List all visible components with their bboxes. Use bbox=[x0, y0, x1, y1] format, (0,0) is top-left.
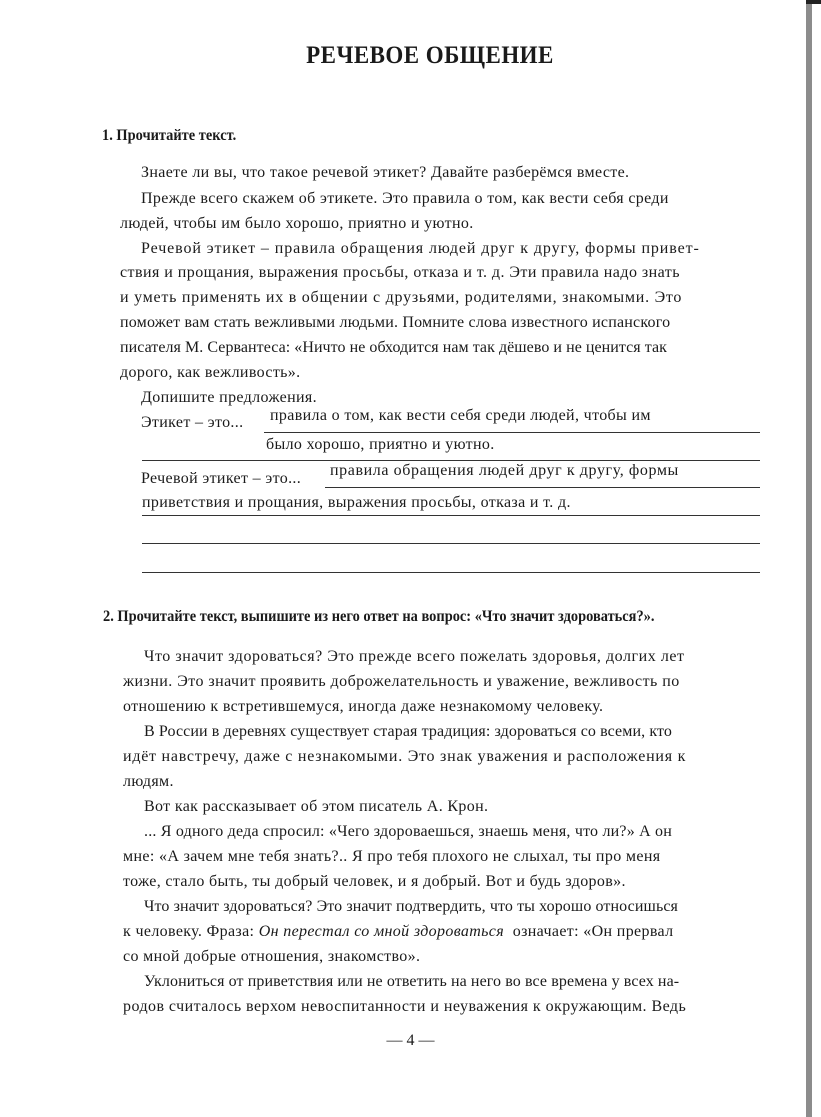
task-1-line: поможет вам стать вежливыми людьми. Помните слова известного испанского bbox=[120, 314, 671, 331]
task-1-line: и уметь применять их в общении с друзьями, родителями, знакомыми. Это bbox=[120, 289, 683, 306]
task-2-line: идёт навстречу, даже с незнакомыми. Это знак уважения и расположения к bbox=[123, 748, 687, 765]
phrase-after: означает: «Он прервал bbox=[512, 923, 674, 940]
answer-rule-empty[interactable] bbox=[142, 543, 760, 544]
task-2-line: ... Я одного деда спросил: «Чего здороваешься, знаешь меня, что ли?» А он bbox=[144, 823, 673, 840]
task-1-line: людей, чтобы им было хорошо, приятно и уютно. bbox=[120, 215, 474, 232]
task-2-line: Что значит здороваться? Это прежде всего пожелать здоровья, долгих лет bbox=[144, 648, 685, 665]
task-2-line: родов считалось верхом невоспитанности и неуважения к окружающим. Ведь bbox=[123, 998, 687, 1015]
answer-rule bbox=[142, 460, 760, 461]
etiquette-answer-line-1[interactable]: правила о том, как вести себя среди людей, чтобы им bbox=[270, 407, 651, 424]
task-2-line: мне: «А зачем мне тебя знать?.. Я про тебя плохого не слыхал, ты про меня bbox=[123, 848, 661, 865]
task-1-line: ствия и прощания, выражения просьбы, отказа и т. д. Эти правила надо знать bbox=[120, 264, 680, 281]
etiquette-label: Этикет – это... bbox=[141, 414, 244, 431]
task-1-line: Допишите предложения. bbox=[141, 389, 317, 406]
task-2-line: тоже, стало быть, ты добрый человек, и я добрый. Вот и будь здоров». bbox=[123, 873, 626, 890]
task-2-line: отношению к встретившемуся, иногда даже незнакомому человеку. bbox=[123, 698, 604, 715]
speech-etiquette-label: Речевой этикет – это... bbox=[141, 470, 302, 487]
line-text: Прежде всего скажем об этикете. Это правила о том, как вести себя среди bbox=[141, 190, 669, 207]
task-2-line: Что значит здороваться? Это значит подтвердить, что ты хорошо относишься bbox=[144, 898, 679, 915]
task-2-line: Уклониться от приветствия или не ответить на него во все времена у всех на- bbox=[144, 973, 680, 990]
task-2-line: Вот как рассказывает об этом писатель А. Крон. bbox=[144, 798, 489, 815]
answer-rule bbox=[325, 487, 760, 488]
page-number: — 4 — bbox=[386, 1032, 435, 1049]
task-1-line: дорого, как вежливость». bbox=[120, 364, 301, 381]
speech-etiquette-answer-line-2[interactable]: приветствия и прощания, выражения просьбы, отказа и т. д. bbox=[142, 494, 571, 511]
speech-etiquette-answer-line-1[interactable]: правила обращения людей друг к другу, формы bbox=[330, 462, 679, 479]
task-1-line: Знаете ли вы, что такое речевой этикет? Давайте разберёмся вместе. bbox=[141, 164, 630, 181]
task-2-phrase-line bbox=[123, 922, 673, 942]
task-1-line bbox=[141, 189, 761, 209]
page-title: РЕЧЕВОЕ ОБЩЕНИЕ bbox=[306, 42, 554, 69]
task-1-line: Речевой этикет – правила обращения людей друг к другу, формы привет- bbox=[141, 240, 700, 257]
task-2-line: со мной добрые отношения, знакомство». bbox=[123, 948, 421, 965]
scan-edge-corner bbox=[806, 0, 821, 4]
phrase-italic: Он перестал со мной здороваться bbox=[258, 923, 505, 940]
scan-edge-shadow bbox=[806, 0, 812, 1117]
etiquette-answer-line-2[interactable]: было хорошо, приятно и уютно. bbox=[266, 436, 495, 453]
task-1-heading: 1. Прочитайте текст. bbox=[102, 127, 237, 144]
task-2-line: жизни. Это значит проявить доброжелательность и уважение, вежливость по bbox=[123, 673, 680, 690]
task-1-line: писателя М. Сервантеса: «Ничто не обходится нам так дёшево и не ценится так bbox=[120, 339, 667, 356]
phrase-before: к человеку. Фраза: bbox=[123, 923, 255, 940]
answer-rule bbox=[142, 515, 760, 516]
task-2-line: В России в деревнях существует старая традиция: здороваться со всеми, кто bbox=[144, 723, 672, 740]
answer-rule-empty[interactable] bbox=[142, 572, 760, 573]
task-2-heading: 2. Прочитайте текст, выпишите из него ответ на вопрос: «Что значит здороваться?». bbox=[103, 608, 655, 625]
task-2-line: людям. bbox=[123, 773, 174, 790]
answer-rule bbox=[264, 432, 760, 433]
